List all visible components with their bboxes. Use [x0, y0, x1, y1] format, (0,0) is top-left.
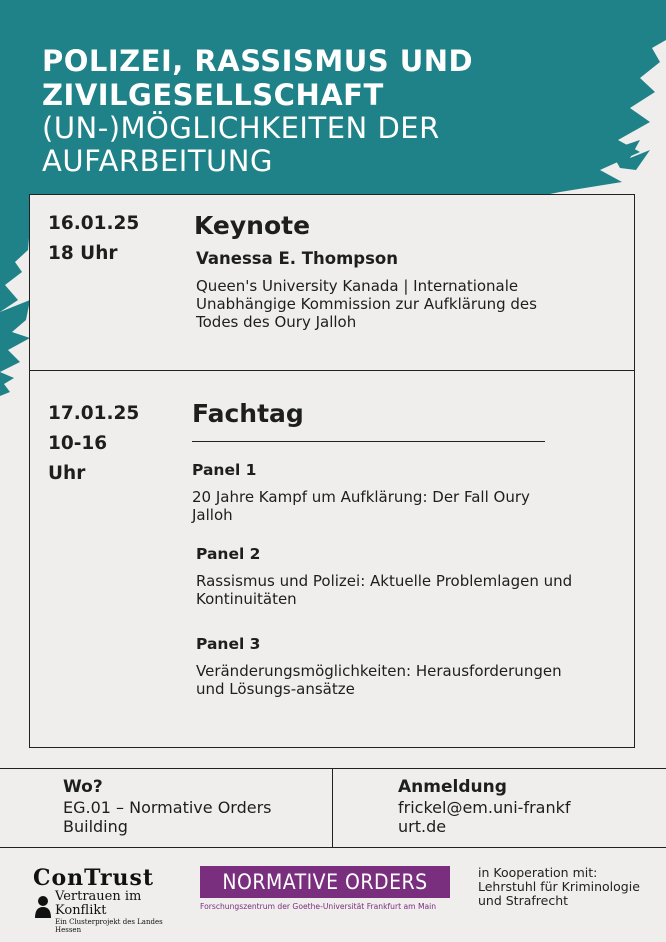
- panel-3-title: Panel 3: [196, 635, 261, 653]
- fachtag-heading: Fachtag: [192, 399, 304, 428]
- keynote-affiliation: Queen's University Kanada | Internationale Unabhängige Kommission zur Aufklärung des Todes des Oury Jalloh: [196, 277, 537, 331]
- panel-1-description: 20 Jahre Kampf um Aufklärung: Der Fall Oury Jalloh: [192, 488, 530, 524]
- panel-2-title: Panel 2: [196, 545, 261, 563]
- title-line-2: ZIVILGESELLSCHAFT: [42, 78, 384, 112]
- panel-2-description: Rassismus und Polizei: Aktuelle Problemlagen und Kontinuitäten: [196, 572, 573, 608]
- contrust-tagline: Ein Clusterprojekt des Landes Hessen: [55, 918, 163, 934]
- heading-rule: [192, 441, 545, 442]
- program-box: [29, 194, 635, 748]
- event-title: [42, 44, 642, 178]
- keynote-speaker: Vanessa E. Thompson: [196, 249, 398, 268]
- panel-1-title: Panel 1: [192, 461, 257, 479]
- contrust-name: ConTrust: [33, 865, 155, 891]
- info-divider: [332, 769, 333, 847]
- title-line-1: POLIZEI, RASSISMUS UND: [42, 44, 474, 78]
- location-text: EG.01 – Normative Orders Building: [63, 798, 272, 836]
- location-label: Wo?: [63, 777, 103, 797]
- info-strip: [0, 768, 666, 848]
- panel-3-description: Veränderungsmöglichkeiten: Herausforderungen und Lösungs-ansätze: [196, 662, 562, 698]
- cooperation-text: in Kooperation mit: Lehrstuhl für Kriminologie und Strafrecht: [478, 865, 640, 908]
- registration-label: Anmeldung: [398, 777, 507, 797]
- fachtag-date: 17.01.25: [48, 403, 140, 424]
- title-line-3: (UN-)MÖGLICHKEITEN DER: [42, 111, 440, 145]
- keynote-time: 18 Uhr: [48, 243, 118, 264]
- registration-email[interactable]: frickel@em.uni-frankfurt.de: [398, 798, 571, 836]
- title-line-4: AUFARBEITUNG: [42, 144, 273, 178]
- contrust-logo: [33, 866, 183, 934]
- contrust-subtitle: Vertrauen im Konflikt: [55, 889, 142, 918]
- fachtag-time-unit: Uhr: [48, 463, 86, 484]
- portrait-icon: [33, 894, 53, 918]
- section-divider: [30, 370, 634, 371]
- normative-orders-name: NORMATIVE ORDERS: [222, 870, 428, 894]
- normative-orders-logo: [200, 866, 450, 898]
- keynote-heading: Keynote: [194, 211, 311, 240]
- normative-orders-subtitle: Forschungszentrum der Goethe-Universität Frankfurt am Main: [200, 902, 437, 911]
- keynote-date: 16.01.25: [48, 213, 140, 234]
- fachtag-time: 10-16: [48, 433, 108, 454]
